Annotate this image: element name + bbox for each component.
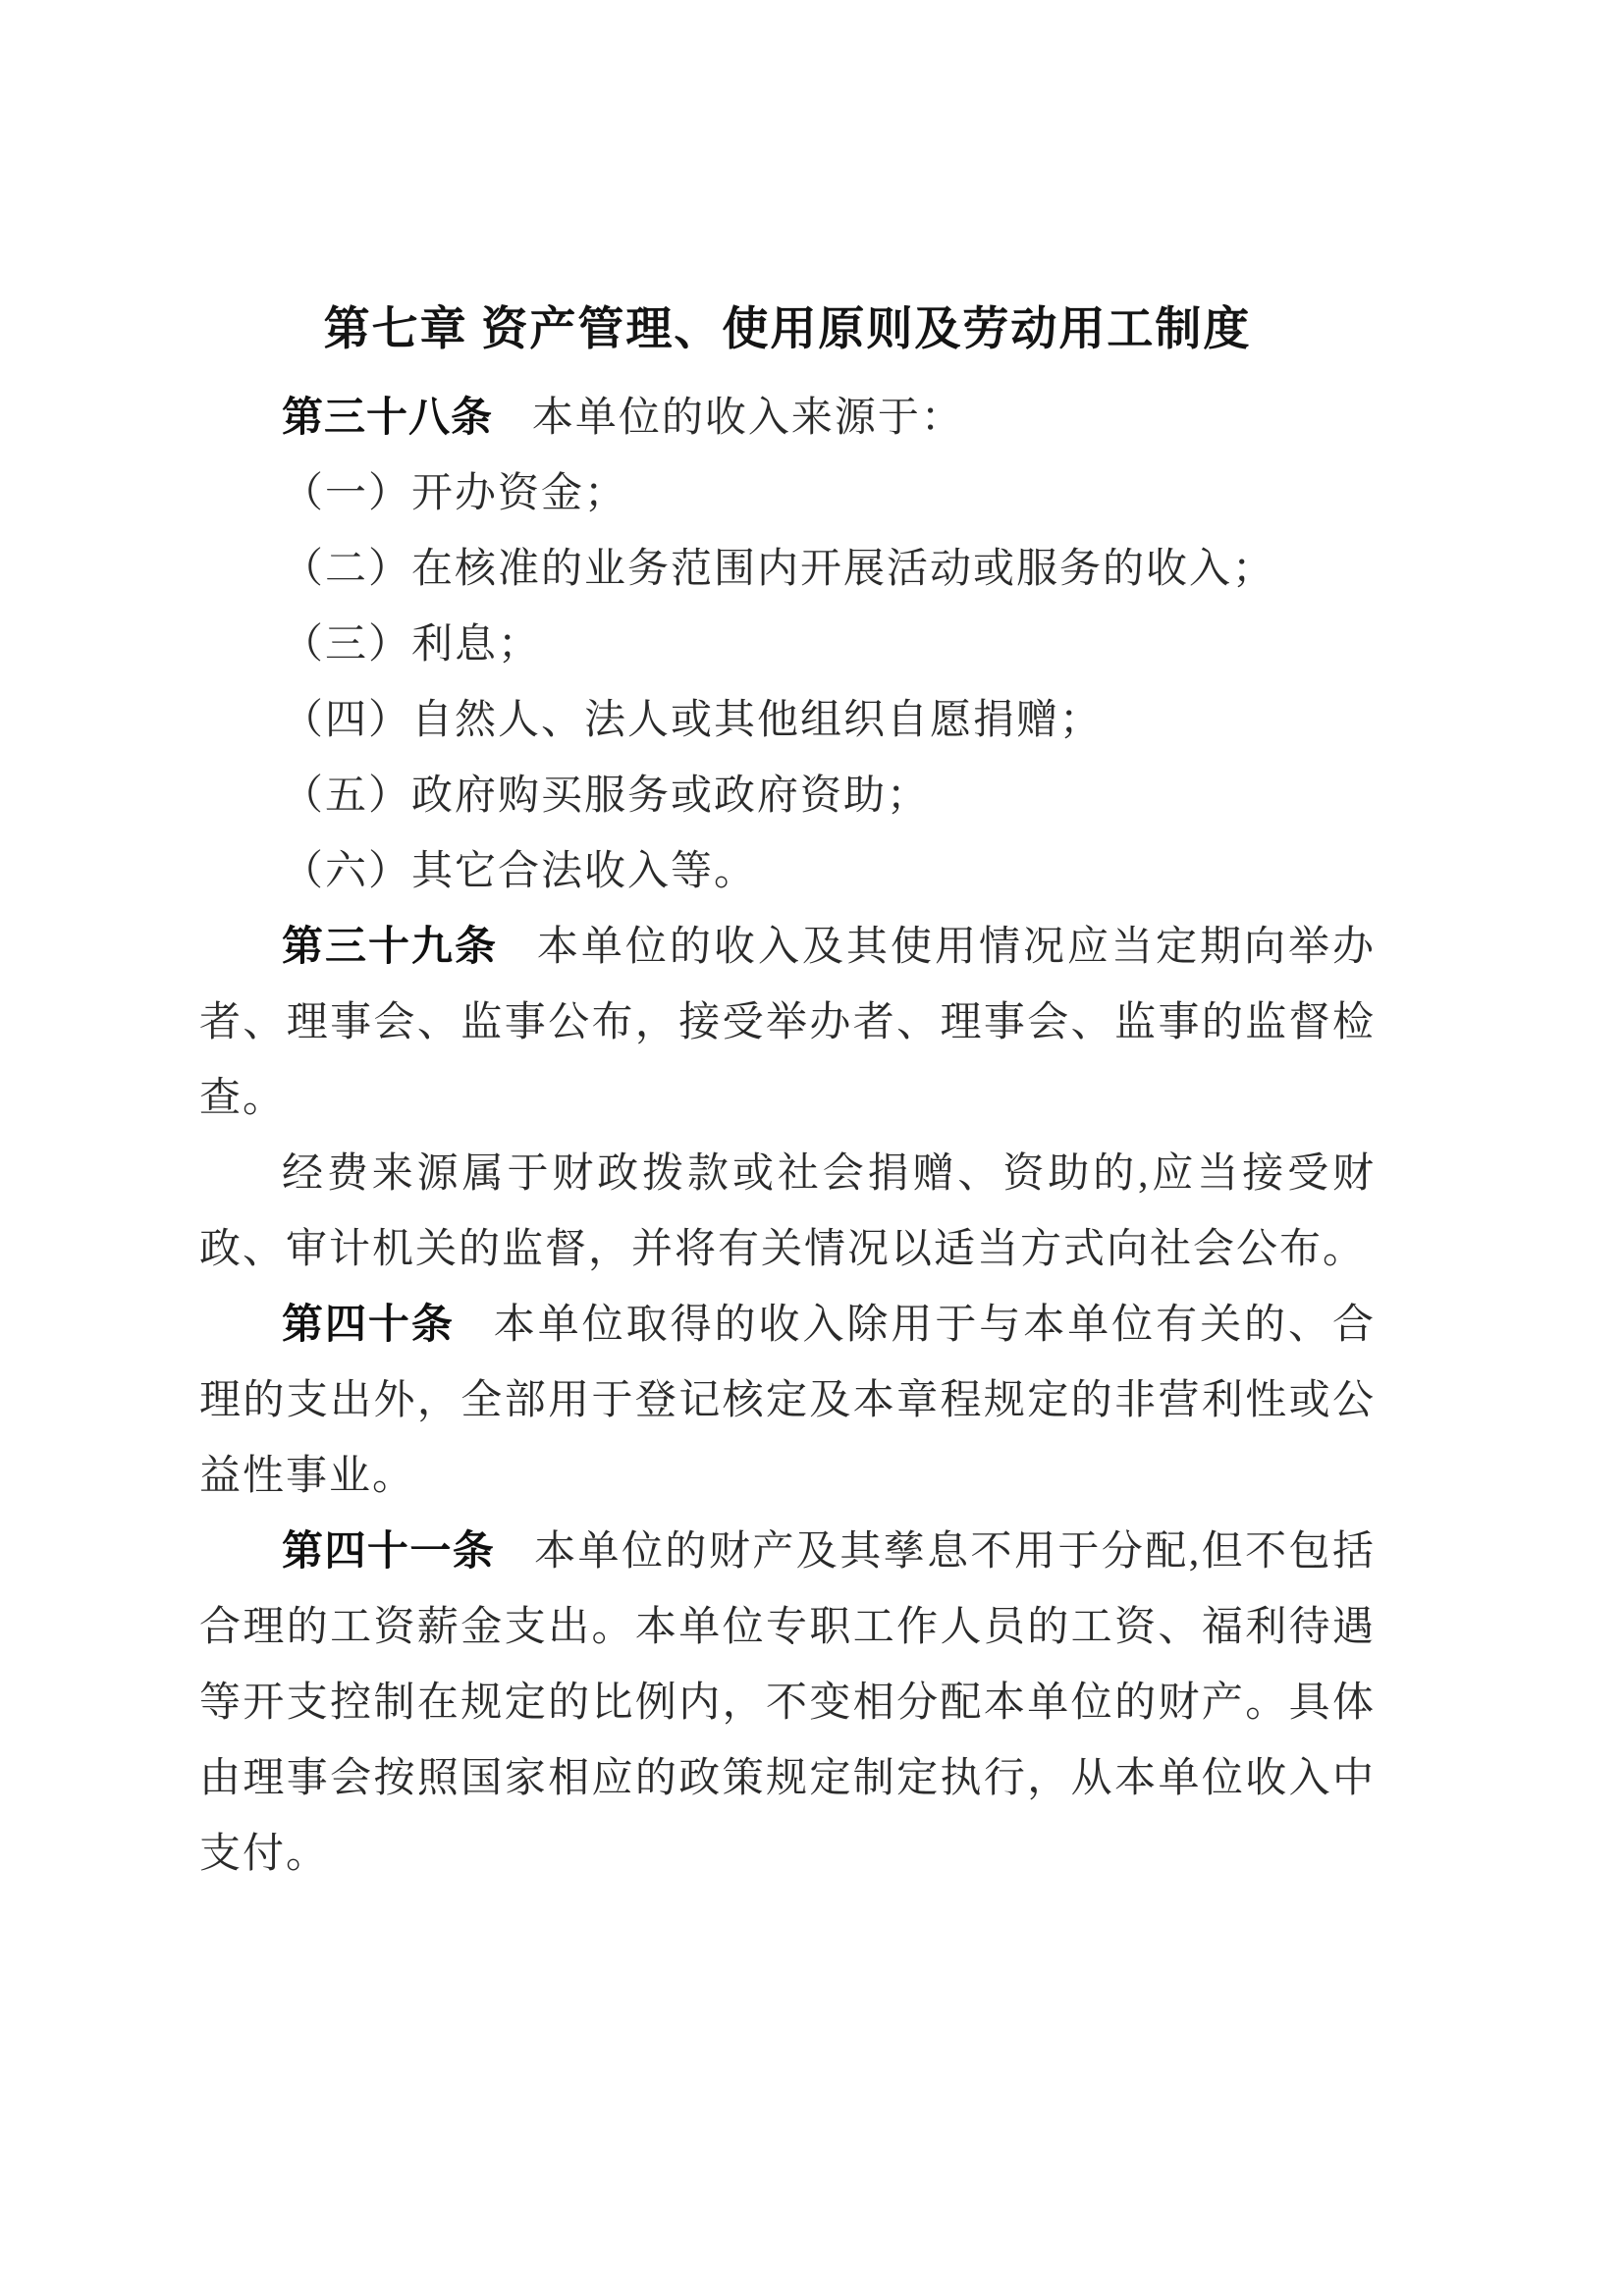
paragraph-text: 本单位的收入及其使用情况应当定期向举办者、理事会、监事公布，接受举办者、理事会、监事的监督检查。 [199, 925, 1376, 1121]
body-paragraph [199, 683, 1376, 759]
article-number: 第三十九条 [282, 925, 499, 970]
paragraph-text: 本单位的收入来源于： [531, 396, 964, 441]
paragraph-text: 经费来源属于财政拨款或社会捐赠、资助的,应当接受财政、审计机关的监督，并将有关情况以适当方式向社会公布。 [199, 1151, 1376, 1272]
paragraph-text: （六）其它合法收入等。 [282, 849, 758, 894]
paragraph-text: 本单位取得的收入除用于与本单位有关的、合理的支出外，全部用于登记核定及本章程规定的非营利性或公益性事业。 [199, 1303, 1376, 1499]
article-number: 第四十一条 [282, 1529, 496, 1575]
paragraph-text: （四）自然人、法人或其他组织自愿捐赠； [282, 698, 1104, 743]
article-paragraph [199, 1515, 1376, 1893]
article-paragraph [199, 381, 1376, 456]
body-paragraph [199, 456, 1376, 532]
paragraph-text: （二）在核准的业务范围内开展活动或服务的收入； [282, 547, 1276, 592]
article-number: 第四十条 [282, 1303, 455, 1348]
article-paragraph [199, 910, 1376, 1137]
article-number: 第三十八条 [282, 396, 494, 441]
body-paragraph [199, 608, 1376, 683]
body-paragraph [199, 1137, 1376, 1288]
paragraph-text: 本单位的财产及其孳息不用于分配,但不包括合理的工资薪金支出。本单位专职工作人员的工资、福利待遇等开支控制在规定的比例内，不变相分配本单位的财产。具体由理事会按照国家相应的政策规定制定执行，从本单位收入中支付。 [199, 1529, 1376, 1877]
document-body [199, 381, 1376, 1893]
body-paragraph [199, 759, 1376, 834]
chapter-title: 第七章 资产管理、使用原则及劳动用工制度 [323, 304, 1252, 355]
paragraph-text: （五）政府购买服务或政府资助； [282, 774, 931, 819]
paragraph-text: （一）开办资金； [282, 471, 628, 516]
body-paragraph [199, 834, 1376, 910]
paragraph-text: （三）利息； [282, 622, 542, 667]
article-paragraph [199, 1288, 1376, 1515]
body-paragraph [199, 532, 1376, 608]
